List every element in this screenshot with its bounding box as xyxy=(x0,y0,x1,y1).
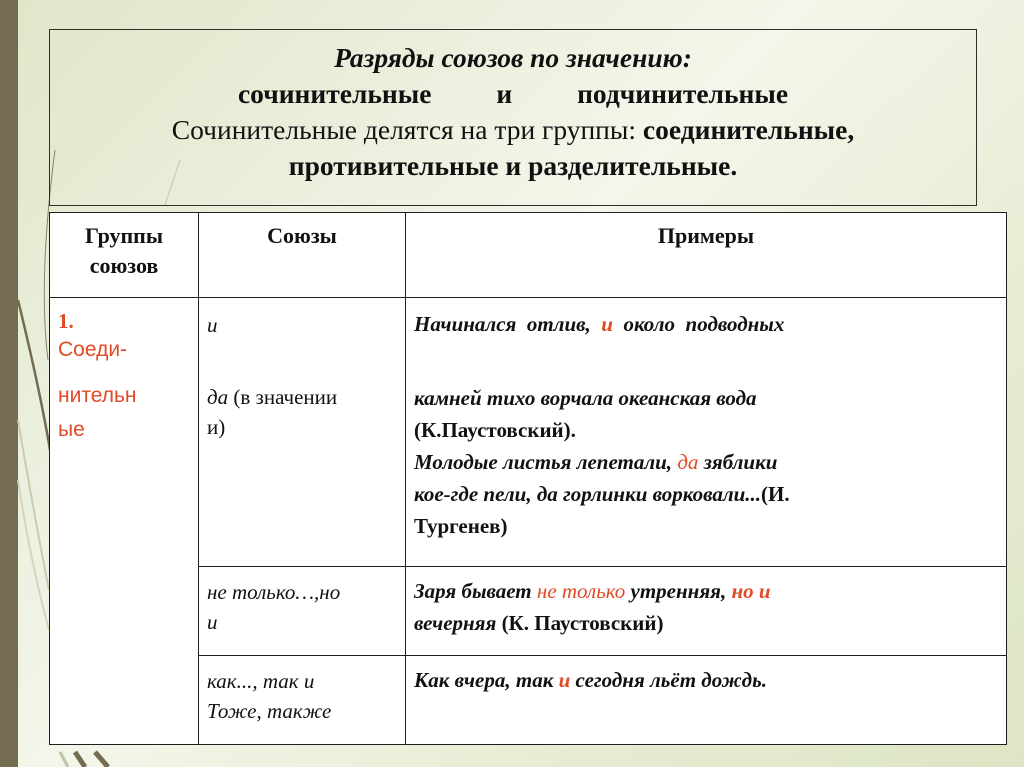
header-conjunctions: Союзы xyxy=(199,213,406,298)
subtitle-plain: Сочинительные делятся на три группы: xyxy=(171,114,643,145)
conj-kak-tak-text: как..., так и xyxy=(207,669,315,693)
ex2-text: камней тихо ворчала океанская вода xyxy=(414,386,757,410)
ex1-red: и xyxy=(601,312,613,336)
conj-ne-tolko-tail-text: и xyxy=(207,610,218,634)
ex1-a: Начинался отлив, xyxy=(414,312,602,336)
ex4-author: (И. xyxy=(761,482,790,506)
ex4-text: кое-где пели, да горлинки ворковали... xyxy=(414,482,762,506)
conj-i-text: и xyxy=(207,313,218,337)
example-ne-tolko xyxy=(414,575,998,607)
left-decor-stripe xyxy=(0,0,18,767)
conj-kak-tak xyxy=(207,666,397,696)
conj-da-plain: (в значении xyxy=(228,385,338,409)
ex-c: вечерняя xyxy=(414,611,497,635)
example-1 xyxy=(414,308,998,340)
subtitle-bold: соединительные, xyxy=(642,114,855,145)
conj-da-tail: и) xyxy=(207,415,226,439)
conj-ne-tolko xyxy=(207,577,397,607)
header-examples: Примеры xyxy=(406,213,1007,298)
conj-ne-tolko-text: не только…,но xyxy=(207,580,341,604)
table-header-row xyxy=(50,213,1007,298)
conj-cell xyxy=(199,567,406,656)
example-cell xyxy=(406,298,1007,567)
title-subtitle xyxy=(50,112,976,148)
group-number: 1. xyxy=(58,309,74,333)
ex1-b: около подводных xyxy=(612,312,785,336)
title-box xyxy=(49,29,977,206)
ex-red2: но и xyxy=(731,579,771,603)
title-categories xyxy=(50,76,976,112)
slide-title: Разряды союзов по значению: xyxy=(334,42,692,73)
example-5-author: Тургенев) xyxy=(414,514,508,538)
example-2 xyxy=(414,382,998,414)
title-groups: противительные и разделительные. xyxy=(288,150,738,181)
conj-tozhe xyxy=(207,696,397,726)
ex-b: утренняя, xyxy=(625,579,732,603)
header-groups: Группы союзов xyxy=(50,213,199,298)
group-cell xyxy=(50,298,199,745)
example-ne-tolko-2 xyxy=(414,607,998,639)
title-coordinating: сочинительные xyxy=(237,78,432,109)
example-cell xyxy=(406,656,1007,745)
conj-cell xyxy=(199,656,406,745)
ex-red: и xyxy=(558,668,571,692)
conj-da-italic: да xyxy=(207,385,229,409)
conjunctions-table xyxy=(49,212,1007,745)
table-row xyxy=(50,298,1007,567)
conj-ne-tolko-tail xyxy=(207,607,397,637)
conj-da xyxy=(207,382,397,412)
ex-red1: не только xyxy=(536,579,626,603)
ex-author: (К. Паустовский) xyxy=(496,611,664,635)
example-cell xyxy=(406,567,1007,656)
ex3-a: Молодые листья лепетали, xyxy=(414,450,678,474)
example-4 xyxy=(414,478,998,510)
ex3-red: да xyxy=(677,450,699,474)
group-name-2: нительн xyxy=(58,384,137,407)
example-3 xyxy=(414,446,998,478)
title-subordinating: подчинительные xyxy=(577,78,789,109)
conj-i xyxy=(207,310,397,340)
group-name-3: ые xyxy=(58,418,85,441)
ex3-b: зяблики xyxy=(698,450,778,474)
ex-b: сегодня льёт дождь. xyxy=(570,668,767,692)
title-and: и xyxy=(496,78,513,109)
ex-a: Заря бывает xyxy=(414,579,537,603)
example-2-author: (К.Паустовский). xyxy=(414,418,576,442)
example-kak-tak xyxy=(414,664,998,696)
conj-tozhe-text: Тоже, также xyxy=(207,699,332,723)
group-name-1: Соеди- xyxy=(58,338,128,361)
ex-a: Как вчера, так xyxy=(414,668,559,692)
conj-cell xyxy=(199,298,406,567)
